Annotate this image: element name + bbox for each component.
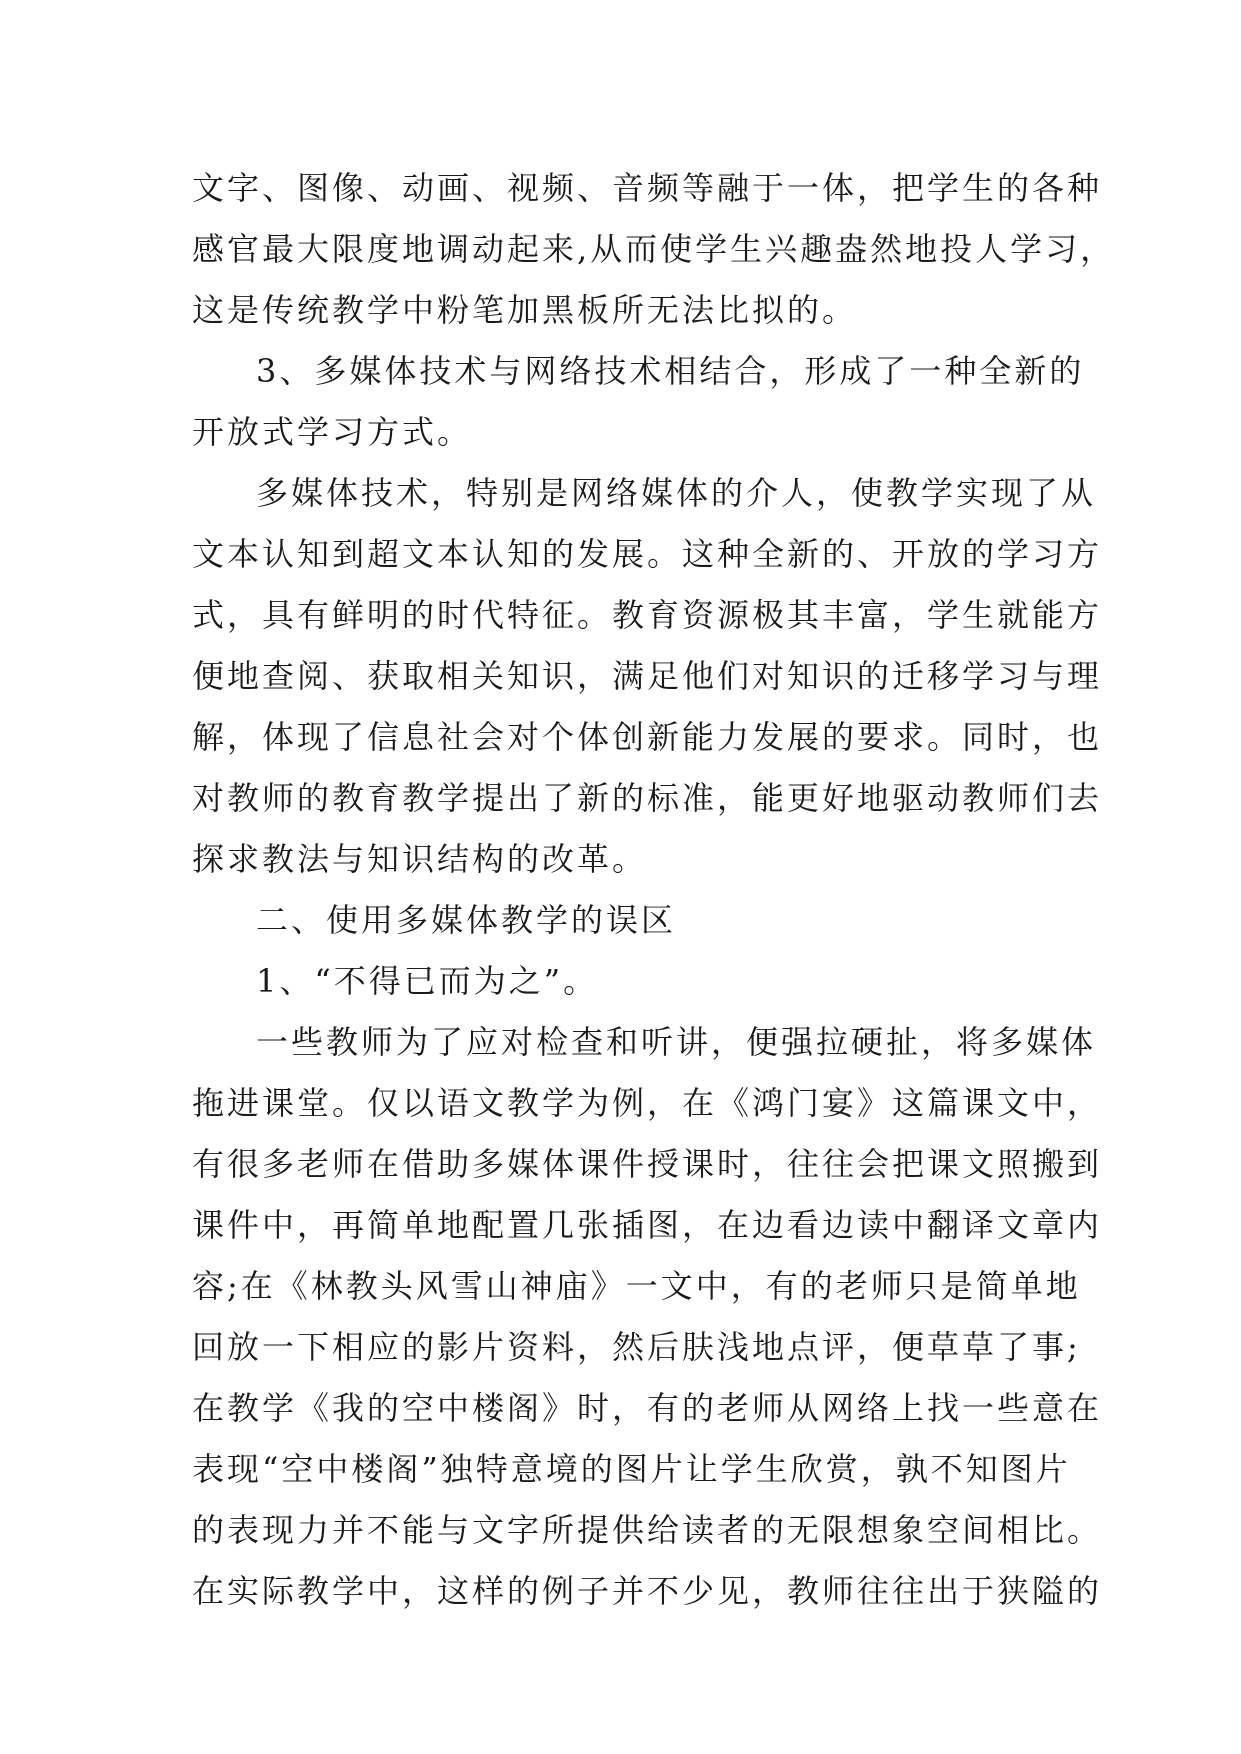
text-line: 式，具有鲜明的时代特征。教育资源极其丰富，学生就能方 [192,596,1103,634]
text-line: 多媒体技术，特别是网络媒体的介人，使教学实现了从 [256,474,1097,512]
text-line: 探求教法与知识结构的改革。 [192,840,648,878]
text-line: 回放一下相应的影片资料，然后肤浅地点评，便草草了事; [192,1328,1081,1366]
text-line: 在教学《我的空中楼阁》时，有的老师从网络上找一些意在 [192,1389,1103,1427]
text-line: 表现“空中楼阁”独特意境的图片让学生欣赏，孰不知图片 [192,1450,1071,1488]
text-line: 开放式学习方式。 [192,413,473,451]
body-text [192,158,1116,1622]
text-line: 一些教师为了应对检查和听讲，便强拉硬扯，将多媒体 [256,1023,1097,1061]
text-line: 的表现力并不能与文字所提供给读者的无限想象空间相比。 [192,1511,1103,1549]
text-line: 3、多媒体技术与网络技术相结合，形成了一种全新的 [256,352,1085,390]
text-line: 文字、图像、动画、视频、音频等融于一体，把学生的各种 [192,169,1103,207]
text-line: 解，体现了信息社会对个体创新能力发展的要求。同时，也 [192,718,1103,756]
text-line: 容;在《林教头风雪山神庙》一文中，有的老师只是简单地 [192,1267,1081,1305]
text-line: 感官最大限度地调动起来,从而使学生兴趣盎然地投人学习， [192,230,1116,268]
text-line: 便地查阅、获取相关知识，满足他们对知识的迁移学习与理 [192,657,1103,695]
text-line: 1、“不得已而为之”。 [256,962,599,1000]
text-line: 二、使用多媒体教学的误区 [256,901,677,939]
text-line: 对教师的教育教学提出了新的标准，能更好地驱动教师们去 [192,779,1103,817]
text-line: 课件中，再简单地配置几张插图，在边看边读中翻译文章内 [192,1206,1103,1244]
text-line: 在实际教学中，这样的例子并不少见，教师往往出于狭隘的 [192,1572,1103,1610]
text-line: 这是传统教学中粉笔加黑板所无法比拟的。 [192,291,858,329]
text-line: 有很多老师在借助多媒体课件授课时，往往会把课文照搬到 [192,1145,1103,1183]
text-line: 拖进课堂。仅以语文教学为例，在《鸿门宴》这篇课文中， [192,1084,1103,1122]
text-line: 文本认知到超文本认知的发展。这种全新的、开放的学习方 [192,535,1103,573]
